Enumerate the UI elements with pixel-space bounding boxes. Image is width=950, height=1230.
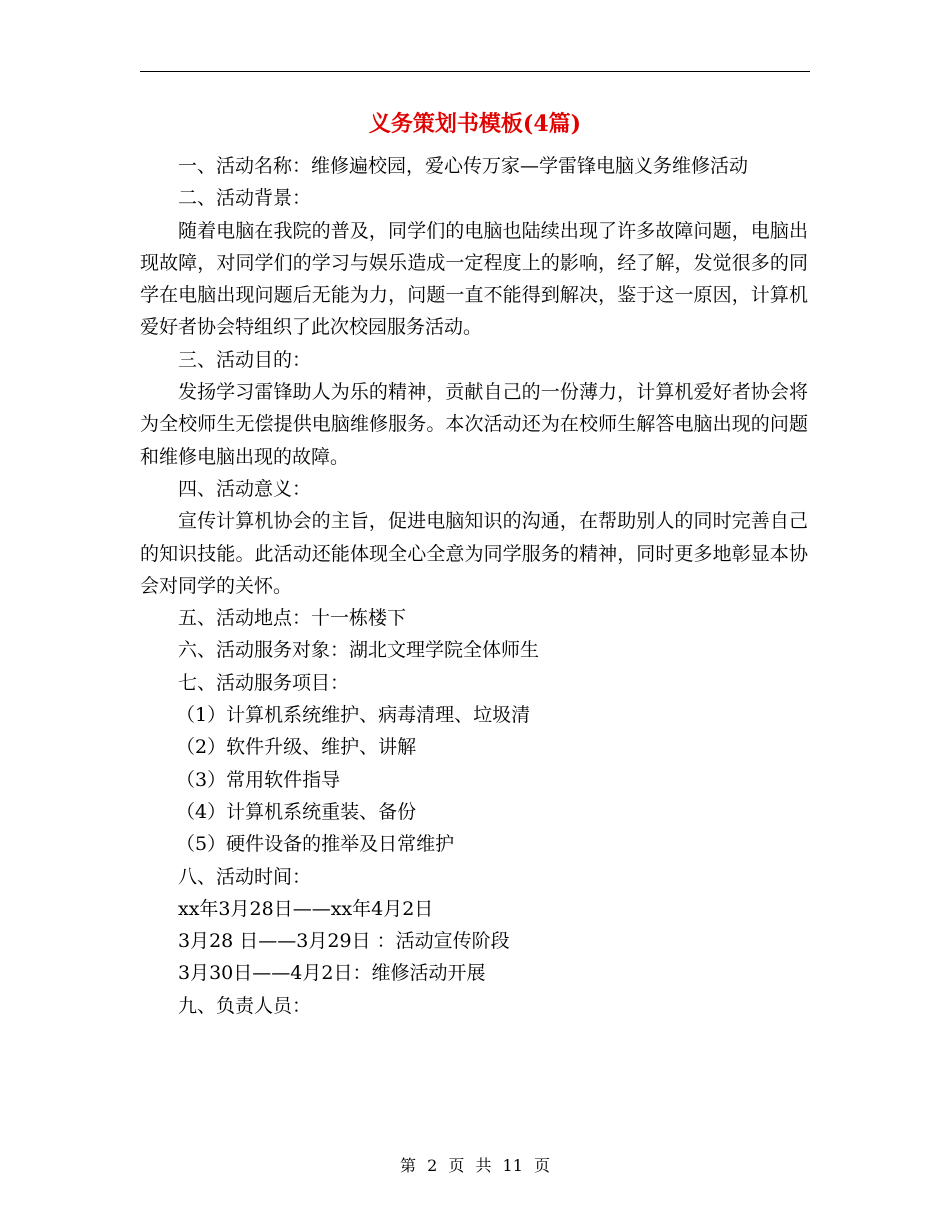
header-rule [140,71,810,72]
section-audience: 六、活动服务对象：湖北文理学院全体师生 [178,639,540,662]
service-item: （2）软件升级、维护、讲解 [176,736,417,759]
section-heading-background: 二、活动背景： [178,187,312,210]
section-heading-time: 八、活动时间： [178,865,312,888]
section-heading-staff: 九、负责人员： [178,994,312,1017]
document-title: 义务策划书模板(4篇) [368,111,582,137]
paragraph-significance: 宣传计算机协会的主旨，促进电脑知识的沟通，在帮助别人的同时完善自己的知识技能。此活动还能体现全心全意为同学服务的精神，同时更多地彰显本协会对同学的关怀。 [140,510,808,597]
service-item: （4）计算机系统重装、备份 [176,800,417,823]
schedule-line: 3月30日——4月2日：维修活动开展 [178,962,486,985]
section-heading-services: 七、活动服务项目： [178,671,350,694]
schedule-line: 3月28 日——3月29日 ：活动宣传阶段 [178,930,510,953]
service-item: （1）计算机系统维护、病毒清理、垃圾清 [176,704,531,727]
section-heading-significance: 四、活动意义： [178,477,312,500]
schedule-line: xx年3月28日——xx年4月2日 [178,897,434,920]
service-item: （3）常用软件指导 [176,768,341,791]
paragraph-background: 随着电脑在我院的普及，同学们的电脑也陆续出现了许多故障问题，电脑出现故障，对同学们的学习与娱乐造成一定程度上的影响，经了解，发觉很多的同学在电脑出现问题后无能为力，问题一直不能得到解决，鉴于这一原因，计算机爱好者协会特组织了此次校园服务活动。 [140,219,808,339]
service-item: （5）硬件设备的推举及日常维护 [176,833,455,856]
section-activity-name: 一、活动名称：维修遍校园，爱心传万家—学雷锋电脑义务维修活动 [178,155,749,177]
section-location: 五、活动地点：十一栋楼下 [178,607,407,630]
page-number: 第 2 页 共 11 页 [400,1156,550,1175]
document-body [140,150,808,1022]
paragraph-purpose: 发扬学习雷锋助人为乐的精神，贡献自己的一份薄力，计算机爱好者协会将为全校师生无偿提供电脑维修服务。本次活动还为在校师生解答电脑出现的问题和维修电脑出现的故障。 [140,381,808,468]
section-heading-purpose: 三、活动目的： [178,348,312,371]
